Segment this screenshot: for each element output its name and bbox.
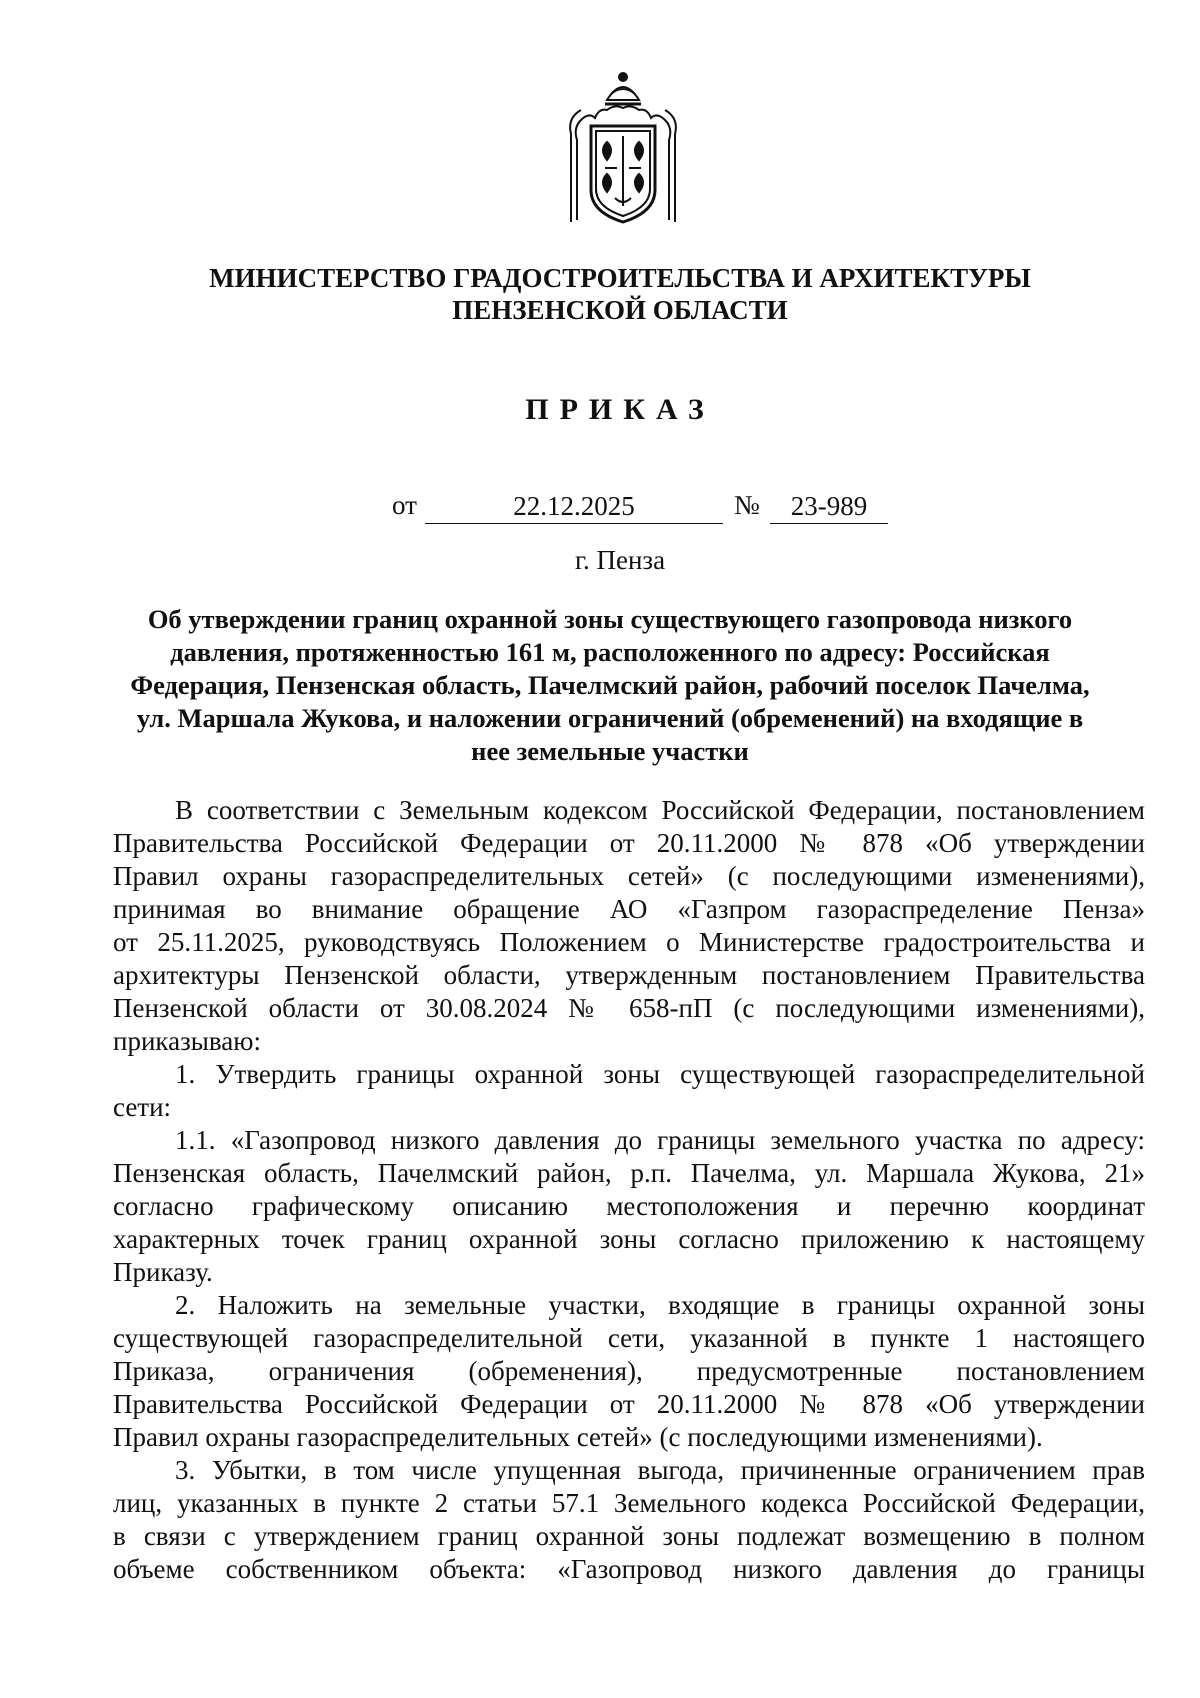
body-line: лиц, указанных в пункте 2 статьи 57.1 Земельного кодекса Российской Федерации, — [113, 1488, 1145, 1518]
body-line: Приказу. — [113, 1257, 213, 1287]
body-line: принимая во внимание обращение АО «Газпром газораспределение Пенза» — [113, 894, 1145, 924]
body-line: характерных точек границ охранной зоны согласно приложению к настоящему — [113, 1224, 1145, 1254]
document-body — [113, 794, 1145, 1586]
ministry-line-2: ПЕНЗЕНСКОЙ ОБЛАСТИ — [452, 295, 788, 325]
body-line: Приказа, ограничения (обременения), предусмотренные постановлением — [113, 1356, 1145, 1386]
subject-line: давления, протяженностью 161 м, расположенного по адресу: Российская — [170, 637, 1050, 667]
city-line: г. Пенза — [574, 545, 666, 575]
ministry-line-1: МИНИСТЕРСТВО ГРАДОСТРОИТЕЛЬСТВА И АРХИТЕКТУРЫ — [209, 263, 1031, 293]
body-line: В соответствии с Земельным кодексом Российской Федерации, постановлением — [175, 795, 1145, 825]
ministry-name — [120, 262, 1120, 326]
body-line: Правительства Российской Федерации от 20.11.2000 № 878 «Об утверждении — [113, 828, 1145, 858]
subject-line: ул. Маршала Жукова, и наложении ограничений (обременений) на входящие в — [136, 703, 1084, 733]
document-type-title: ПРИКАЗ — [525, 393, 715, 426]
body-line: 2. Наложить на земельные участки, входящие в границы охранной зоны — [175, 1290, 1145, 1320]
body-line: Правительства Российской Федерации от 20.11.2000 № 878 «Об утверждении — [113, 1389, 1145, 1419]
coat-of-arms-emblem — [567, 70, 679, 228]
body-line: сети: — [113, 1092, 172, 1122]
body-line: существующей газораспределительной сети, указанной в пункте 1 настоящего — [113, 1323, 1145, 1353]
subject-line: нее земельные участки — [471, 736, 749, 766]
body-line: согласно графическому описанию местоположения и перечню координат — [113, 1191, 1145, 1221]
body-line: объеме собственником объекта: «Газопровод низкого давления до границы — [113, 1554, 1145, 1584]
number-label: № — [734, 490, 760, 520]
document-subject — [110, 603, 1110, 768]
subject-line: Об утверждении границ охранной зоны существующего газопровода низкого — [147, 604, 1073, 634]
body-line: Правил охраны газораспределительных сетей» (с последующими изменениями). — [113, 1422, 1043, 1452]
body-line: приказываю: — [113, 1026, 261, 1056]
document-number: 23-989 — [770, 490, 888, 524]
document-date: 22.12.2025 — [425, 490, 723, 524]
body-line: Правил охраны газораспределительных сетей» (с последующими изменениями), — [113, 861, 1145, 891]
body-line: в связи с утверждением границ охранной зоны подлежат возмещению в полном — [113, 1521, 1145, 1551]
body-line: 1.1. «Газопровод низкого давления до границы земельного участка по адресу: — [175, 1125, 1145, 1155]
body-line: Пензенской области от 30.08.2024 № 658-пП (с последующими изменениями), — [113, 993, 1145, 1023]
from-label: от — [392, 490, 417, 520]
body-line: от 25.11.2025, руководствуясь Положением о Министерстве градостроительства и — [113, 927, 1145, 957]
subject-line: Федерация, Пензенская область, Пачелмский район, рабочий поселок Пачелма, — [130, 670, 1090, 700]
body-line: 1. Утвердить границы охранной зоны существующей газораспределительной — [175, 1059, 1145, 1089]
body-line: 3. Убытки, в том числе упущенная выгода, причиненные ограничением прав — [175, 1455, 1145, 1485]
body-line: Пензенская область, Пачелмский район, р.п. Пачелма, ул. Маршала Жукова, 21» — [113, 1158, 1145, 1188]
body-line: архитектуры Пензенской области, утвержденным постановлением Правительства — [113, 960, 1145, 990]
